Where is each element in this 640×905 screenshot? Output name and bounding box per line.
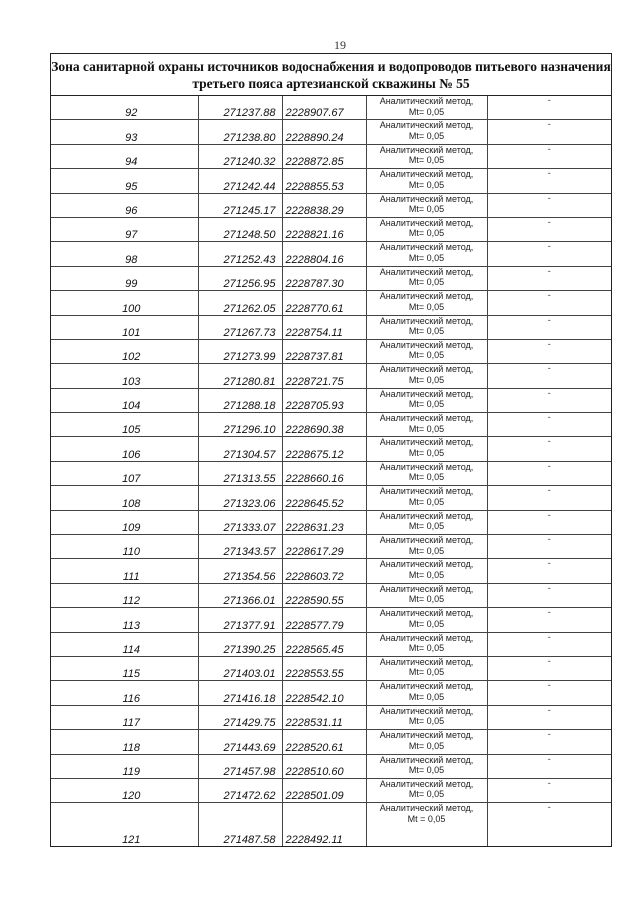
coordinate-x: 271288.18 xyxy=(198,388,282,412)
coordinate-y: 2228770.61 xyxy=(282,291,366,315)
accuracy-label: Mt= 0,05 xyxy=(408,569,445,580)
method-cell xyxy=(366,315,487,339)
document-title: Зона санитарной охраны источников водоснабжения и водопроводов питьевого назначения третьего пояса артезианской скважины № 55 xyxy=(51,54,611,96)
point-number-cell xyxy=(51,437,198,461)
point-number-cell xyxy=(51,705,198,729)
table-row xyxy=(51,608,611,632)
method-label: Аналитический метод, xyxy=(379,242,474,253)
coordinate-x: 271366.01 xyxy=(198,583,282,607)
point-number: 116 xyxy=(122,692,141,705)
coordinate-y: 2228520.61 xyxy=(282,730,366,754)
method-label: Аналитический метод, xyxy=(379,461,474,472)
accuracy-label: Mt= 0,05 xyxy=(408,106,445,117)
accuracy-label: Mt= 0,05 xyxy=(408,350,445,361)
coordinate-x: 271273.99 xyxy=(198,339,282,363)
table-row xyxy=(51,583,611,607)
method-label: Аналитический метод, xyxy=(379,339,474,350)
accuracy-label: Mt= 0,05 xyxy=(408,789,445,800)
coordinate-y: 2228501.09 xyxy=(282,778,366,802)
coordinate-x: 271238.80 xyxy=(198,120,282,144)
accuracy-label: Mt= 0,05 xyxy=(408,643,445,654)
description-cell: - xyxy=(487,339,611,363)
point-number-cell xyxy=(51,413,198,437)
method-cell xyxy=(366,754,487,778)
method-cell xyxy=(366,193,487,217)
accuracy-label: Mt= 0,05 xyxy=(408,472,445,483)
description-cell: - xyxy=(487,437,611,461)
accuracy-label: Mt= 0,05 xyxy=(408,716,445,727)
coordinate-y: 2228821.16 xyxy=(282,217,366,241)
table-row xyxy=(51,96,611,120)
method-cell xyxy=(366,144,487,168)
table-row xyxy=(51,510,611,534)
method-cell xyxy=(366,413,487,437)
table-row xyxy=(51,339,611,363)
method-cell xyxy=(366,705,487,729)
point-number: 97 xyxy=(125,229,138,242)
coordinate-y: 2228872.85 xyxy=(282,144,366,168)
description-cell: - xyxy=(487,608,611,632)
point-number: 92 xyxy=(125,107,138,120)
point-number: 93 xyxy=(125,131,138,144)
coordinate-x: 271416.18 xyxy=(198,681,282,705)
point-number: 103 xyxy=(122,375,141,388)
coordinate-x: 271237.88 xyxy=(198,96,282,120)
description-cell: - xyxy=(487,803,611,847)
point-number-cell xyxy=(51,681,198,705)
method-label: Аналитический метод, xyxy=(379,193,474,204)
point-number-cell xyxy=(51,486,198,510)
coordinate-y: 2228721.75 xyxy=(282,364,366,388)
method-cell xyxy=(366,120,487,144)
method-cell xyxy=(366,608,487,632)
method-label: Аналитический метод, xyxy=(379,315,474,326)
point-number-cell xyxy=(51,608,198,632)
accuracy-label: Mt= 0,05 xyxy=(408,301,445,312)
coordinate-y: 2228553.55 xyxy=(282,656,366,680)
method-cell xyxy=(366,388,487,412)
accuracy-label: Mt= 0,05 xyxy=(408,521,445,532)
accuracy-label: Mt= 0,05 xyxy=(408,496,445,507)
coordinates-sheet xyxy=(50,53,612,847)
coordinate-x: 271443.69 xyxy=(198,730,282,754)
coordinate-y: 2228838.29 xyxy=(282,193,366,217)
coordinate-x: 271296.10 xyxy=(198,413,282,437)
method-label: Аналитический метод, xyxy=(379,217,474,228)
coordinate-x: 271245.17 xyxy=(198,193,282,217)
coordinates-table xyxy=(51,96,611,846)
description-cell: - xyxy=(487,217,611,241)
method-cell xyxy=(366,364,487,388)
accuracy-label: Mt= 0,05 xyxy=(408,667,445,678)
table-row xyxy=(51,656,611,680)
accuracy-label: Mt= 0,05 xyxy=(408,691,445,702)
coordinate-x: 271333.07 xyxy=(198,510,282,534)
description-cell: - xyxy=(487,705,611,729)
point-number: 117 xyxy=(122,717,141,730)
table-row xyxy=(51,364,611,388)
table-row xyxy=(51,217,611,241)
coordinate-y: 2228705.93 xyxy=(282,388,366,412)
coordinate-y: 2228603.72 xyxy=(282,559,366,583)
coordinate-x: 271403.01 xyxy=(198,656,282,680)
coordinate-y: 2228631.23 xyxy=(282,510,366,534)
description-cell: - xyxy=(487,510,611,534)
coordinate-x: 271280.81 xyxy=(198,364,282,388)
method-cell xyxy=(366,169,487,193)
point-number: 109 xyxy=(122,522,141,535)
table-row xyxy=(51,169,611,193)
coordinate-x: 271267.73 xyxy=(198,315,282,339)
coordinate-y: 2228577.79 xyxy=(282,608,366,632)
point-number: 115 xyxy=(122,668,141,681)
point-number: 113 xyxy=(122,619,141,632)
coordinate-x: 271429.75 xyxy=(198,705,282,729)
method-label: Аналитический метод, xyxy=(379,559,474,570)
point-number: 100 xyxy=(122,302,141,315)
description-cell: - xyxy=(487,754,611,778)
point-number-cell xyxy=(51,583,198,607)
method-label: Аналитический метод, xyxy=(379,96,474,106)
table-row xyxy=(51,681,611,705)
coordinate-y: 2228492.11 xyxy=(282,803,366,847)
description-cell: - xyxy=(487,144,611,168)
coordinate-x: 271343.57 xyxy=(198,535,282,559)
description-cell: - xyxy=(487,681,611,705)
point-number: 107 xyxy=(122,473,141,486)
method-cell xyxy=(366,730,487,754)
method-cell xyxy=(366,510,487,534)
method-label: Аналитический метод, xyxy=(379,583,474,594)
coordinate-x: 271262.05 xyxy=(198,291,282,315)
table-row xyxy=(51,291,611,315)
coordinate-x: 271354.56 xyxy=(198,559,282,583)
point-number-cell xyxy=(51,242,198,266)
point-number-cell xyxy=(51,461,198,485)
point-number: 95 xyxy=(125,180,138,193)
method-label: Аналитический метод, xyxy=(379,608,474,619)
point-number-cell xyxy=(51,388,198,412)
point-number: 98 xyxy=(125,253,138,266)
accuracy-label: Mt= 0,05 xyxy=(408,618,445,629)
method-label: Аналитический метод, xyxy=(379,705,474,716)
accuracy-label: Mt = 0,05 xyxy=(407,813,446,824)
description-cell: - xyxy=(487,632,611,656)
description-cell: - xyxy=(487,461,611,485)
point-number: 99 xyxy=(125,278,138,291)
method-label: Аналитический метод, xyxy=(379,169,474,180)
point-number: 105 xyxy=(122,424,141,437)
table-row xyxy=(51,144,611,168)
method-label: Аналитический метод, xyxy=(379,778,474,789)
method-label: Аналитический метод, xyxy=(379,144,474,155)
method-cell xyxy=(366,583,487,607)
point-number: 102 xyxy=(122,351,141,364)
method-label: Аналитический метод, xyxy=(379,364,474,375)
coordinate-y: 2228804.16 xyxy=(282,242,366,266)
accuracy-label: Mt= 0,05 xyxy=(408,545,445,556)
table-row xyxy=(51,778,611,802)
coordinate-y: 2228510.60 xyxy=(282,754,366,778)
method-cell xyxy=(366,632,487,656)
coordinate-x: 271487.58 xyxy=(198,803,282,847)
coordinate-x: 271248.50 xyxy=(198,217,282,241)
method-cell xyxy=(366,461,487,485)
coordinate-y: 2228531.11 xyxy=(282,705,366,729)
method-cell xyxy=(366,803,487,847)
table-row xyxy=(51,266,611,290)
method-label: Аналитический метод, xyxy=(379,437,474,448)
method-label: Аналитический метод, xyxy=(379,803,474,814)
coordinate-x: 271390.25 xyxy=(198,632,282,656)
description-cell: - xyxy=(487,486,611,510)
table-row xyxy=(51,193,611,217)
coordinate-y: 2228690.38 xyxy=(282,413,366,437)
point-number-cell xyxy=(51,803,198,847)
method-label: Аналитический метод, xyxy=(379,291,474,302)
point-number-cell xyxy=(51,266,198,290)
accuracy-label: Mt= 0,05 xyxy=(408,130,445,141)
point-number: 119 xyxy=(122,765,141,778)
coordinate-y: 2228645.52 xyxy=(282,486,366,510)
point-number: 114 xyxy=(122,643,141,656)
point-number: 121 xyxy=(122,834,141,847)
table-row xyxy=(51,754,611,778)
description-cell: - xyxy=(487,535,611,559)
method-label: Аналитический метод, xyxy=(379,120,474,131)
description-cell: - xyxy=(487,315,611,339)
method-cell xyxy=(366,486,487,510)
method-cell xyxy=(366,217,487,241)
coordinate-x: 271472.62 xyxy=(198,778,282,802)
accuracy-label: Mt= 0,05 xyxy=(408,252,445,263)
point-number-cell xyxy=(51,754,198,778)
method-label: Аналитический метод, xyxy=(379,754,474,765)
method-cell xyxy=(366,266,487,290)
table-row xyxy=(51,730,611,754)
coordinate-x: 271304.57 xyxy=(198,437,282,461)
coordinate-y: 2228617.29 xyxy=(282,535,366,559)
point-number-cell xyxy=(51,730,198,754)
coordinate-x: 271242.44 xyxy=(198,169,282,193)
coordinate-x: 271323.06 xyxy=(198,486,282,510)
point-number-cell xyxy=(51,217,198,241)
method-cell xyxy=(366,291,487,315)
table-row xyxy=(51,632,611,656)
table-row xyxy=(51,437,611,461)
coordinate-y: 2228675.12 xyxy=(282,437,366,461)
point-number: 110 xyxy=(122,546,141,559)
table-row xyxy=(51,315,611,339)
coordinates-table-body xyxy=(51,96,611,846)
point-number: 104 xyxy=(122,400,141,413)
method-label: Аналитический метод, xyxy=(379,535,474,546)
accuracy-label: Mt= 0,05 xyxy=(408,399,445,410)
description-cell: - xyxy=(487,291,611,315)
coordinate-y: 2228907.67 xyxy=(282,96,366,120)
description-cell: - xyxy=(487,120,611,144)
method-label: Аналитический метод, xyxy=(379,413,474,424)
coordinate-y: 2228660.16 xyxy=(282,461,366,485)
coordinate-y: 2228754.11 xyxy=(282,315,366,339)
description-cell: - xyxy=(487,388,611,412)
method-label: Аналитический метод, xyxy=(379,486,474,497)
method-label: Аналитический метод, xyxy=(379,656,474,667)
coordinate-y: 2228565.45 xyxy=(282,632,366,656)
description-cell: - xyxy=(487,559,611,583)
method-label: Аналитический метод, xyxy=(379,388,474,399)
point-number-cell xyxy=(51,656,198,680)
point-number-cell xyxy=(51,291,198,315)
description-cell: - xyxy=(487,583,611,607)
coordinate-x: 271240.32 xyxy=(198,144,282,168)
accuracy-label: Mt= 0,05 xyxy=(408,740,445,751)
point-number-cell xyxy=(51,193,198,217)
accuracy-label: Mt= 0,05 xyxy=(408,765,445,776)
point-number-cell xyxy=(51,96,198,120)
description-cell: - xyxy=(487,730,611,754)
point-number: 120 xyxy=(122,790,141,803)
coordinate-x: 271457.98 xyxy=(198,754,282,778)
point-number-cell xyxy=(51,559,198,583)
table-row xyxy=(51,803,611,847)
method-label: Аналитический метод, xyxy=(379,632,474,643)
description-cell: - xyxy=(487,96,611,120)
accuracy-label: Mt= 0,05 xyxy=(408,447,445,458)
method-cell xyxy=(366,656,487,680)
point-number: 112 xyxy=(122,595,141,608)
point-number: 108 xyxy=(122,497,141,510)
description-cell: - xyxy=(487,193,611,217)
table-row xyxy=(51,242,611,266)
description-cell: - xyxy=(487,364,611,388)
table-row xyxy=(51,388,611,412)
coordinate-y: 2228542.10 xyxy=(282,681,366,705)
coordinate-x: 271256.95 xyxy=(198,266,282,290)
point-number-cell xyxy=(51,120,198,144)
coordinate-x: 271377.91 xyxy=(198,608,282,632)
coordinate-y: 2228737.81 xyxy=(282,339,366,363)
method-label: Аналитический метод, xyxy=(379,510,474,521)
coordinate-y: 2228590.55 xyxy=(282,583,366,607)
point-number: 118 xyxy=(122,741,141,754)
description-cell: - xyxy=(487,242,611,266)
coordinate-y: 2228855.53 xyxy=(282,169,366,193)
method-cell xyxy=(366,437,487,461)
accuracy-label: Mt= 0,05 xyxy=(408,326,445,337)
accuracy-label: Mt= 0,05 xyxy=(408,374,445,385)
accuracy-label: Mt= 0,05 xyxy=(408,228,445,239)
accuracy-label: Mt= 0,05 xyxy=(408,204,445,215)
point-number-cell xyxy=(51,144,198,168)
table-row xyxy=(51,461,611,485)
coordinate-y: 2228787.30 xyxy=(282,266,366,290)
description-cell: - xyxy=(487,413,611,437)
table-row xyxy=(51,559,611,583)
point-number: 106 xyxy=(122,448,141,461)
method-cell xyxy=(366,559,487,583)
description-cell: - xyxy=(487,778,611,802)
method-cell xyxy=(366,96,487,120)
coordinate-x: 271252.43 xyxy=(198,242,282,266)
point-number: 94 xyxy=(125,156,138,169)
description-cell: - xyxy=(487,266,611,290)
point-number: 101 xyxy=(122,326,141,339)
accuracy-label: Mt= 0,05 xyxy=(408,594,445,605)
description-cell: - xyxy=(487,656,611,680)
point-number-cell xyxy=(51,169,198,193)
point-number-cell xyxy=(51,535,198,559)
method-label: Аналитический метод, xyxy=(379,266,474,277)
table-row xyxy=(51,413,611,437)
point-number-cell xyxy=(51,632,198,656)
accuracy-label: Mt= 0,05 xyxy=(408,423,445,434)
point-number-cell xyxy=(51,364,198,388)
accuracy-label: Mt= 0,05 xyxy=(408,155,445,166)
point-number: 111 xyxy=(122,570,140,583)
coordinate-y: 2228890.24 xyxy=(282,120,366,144)
point-number: 96 xyxy=(125,204,138,217)
method-label: Аналитический метод, xyxy=(379,730,474,741)
coordinate-x: 271313.55 xyxy=(198,461,282,485)
page-number: 19 xyxy=(334,38,346,52)
point-number-cell xyxy=(51,339,198,363)
method-label: Аналитический метод, xyxy=(379,681,474,692)
method-cell xyxy=(366,339,487,363)
accuracy-label: Mt= 0,05 xyxy=(408,179,445,190)
table-row xyxy=(51,535,611,559)
method-cell xyxy=(366,242,487,266)
point-number-cell xyxy=(51,315,198,339)
method-cell xyxy=(366,535,487,559)
method-cell xyxy=(366,681,487,705)
method-cell xyxy=(366,778,487,802)
table-row xyxy=(51,120,611,144)
table-row xyxy=(51,705,611,729)
description-cell: - xyxy=(487,169,611,193)
point-number-cell xyxy=(51,778,198,802)
point-number-cell xyxy=(51,510,198,534)
table-row xyxy=(51,486,611,510)
accuracy-label: Mt= 0,05 xyxy=(408,277,445,288)
